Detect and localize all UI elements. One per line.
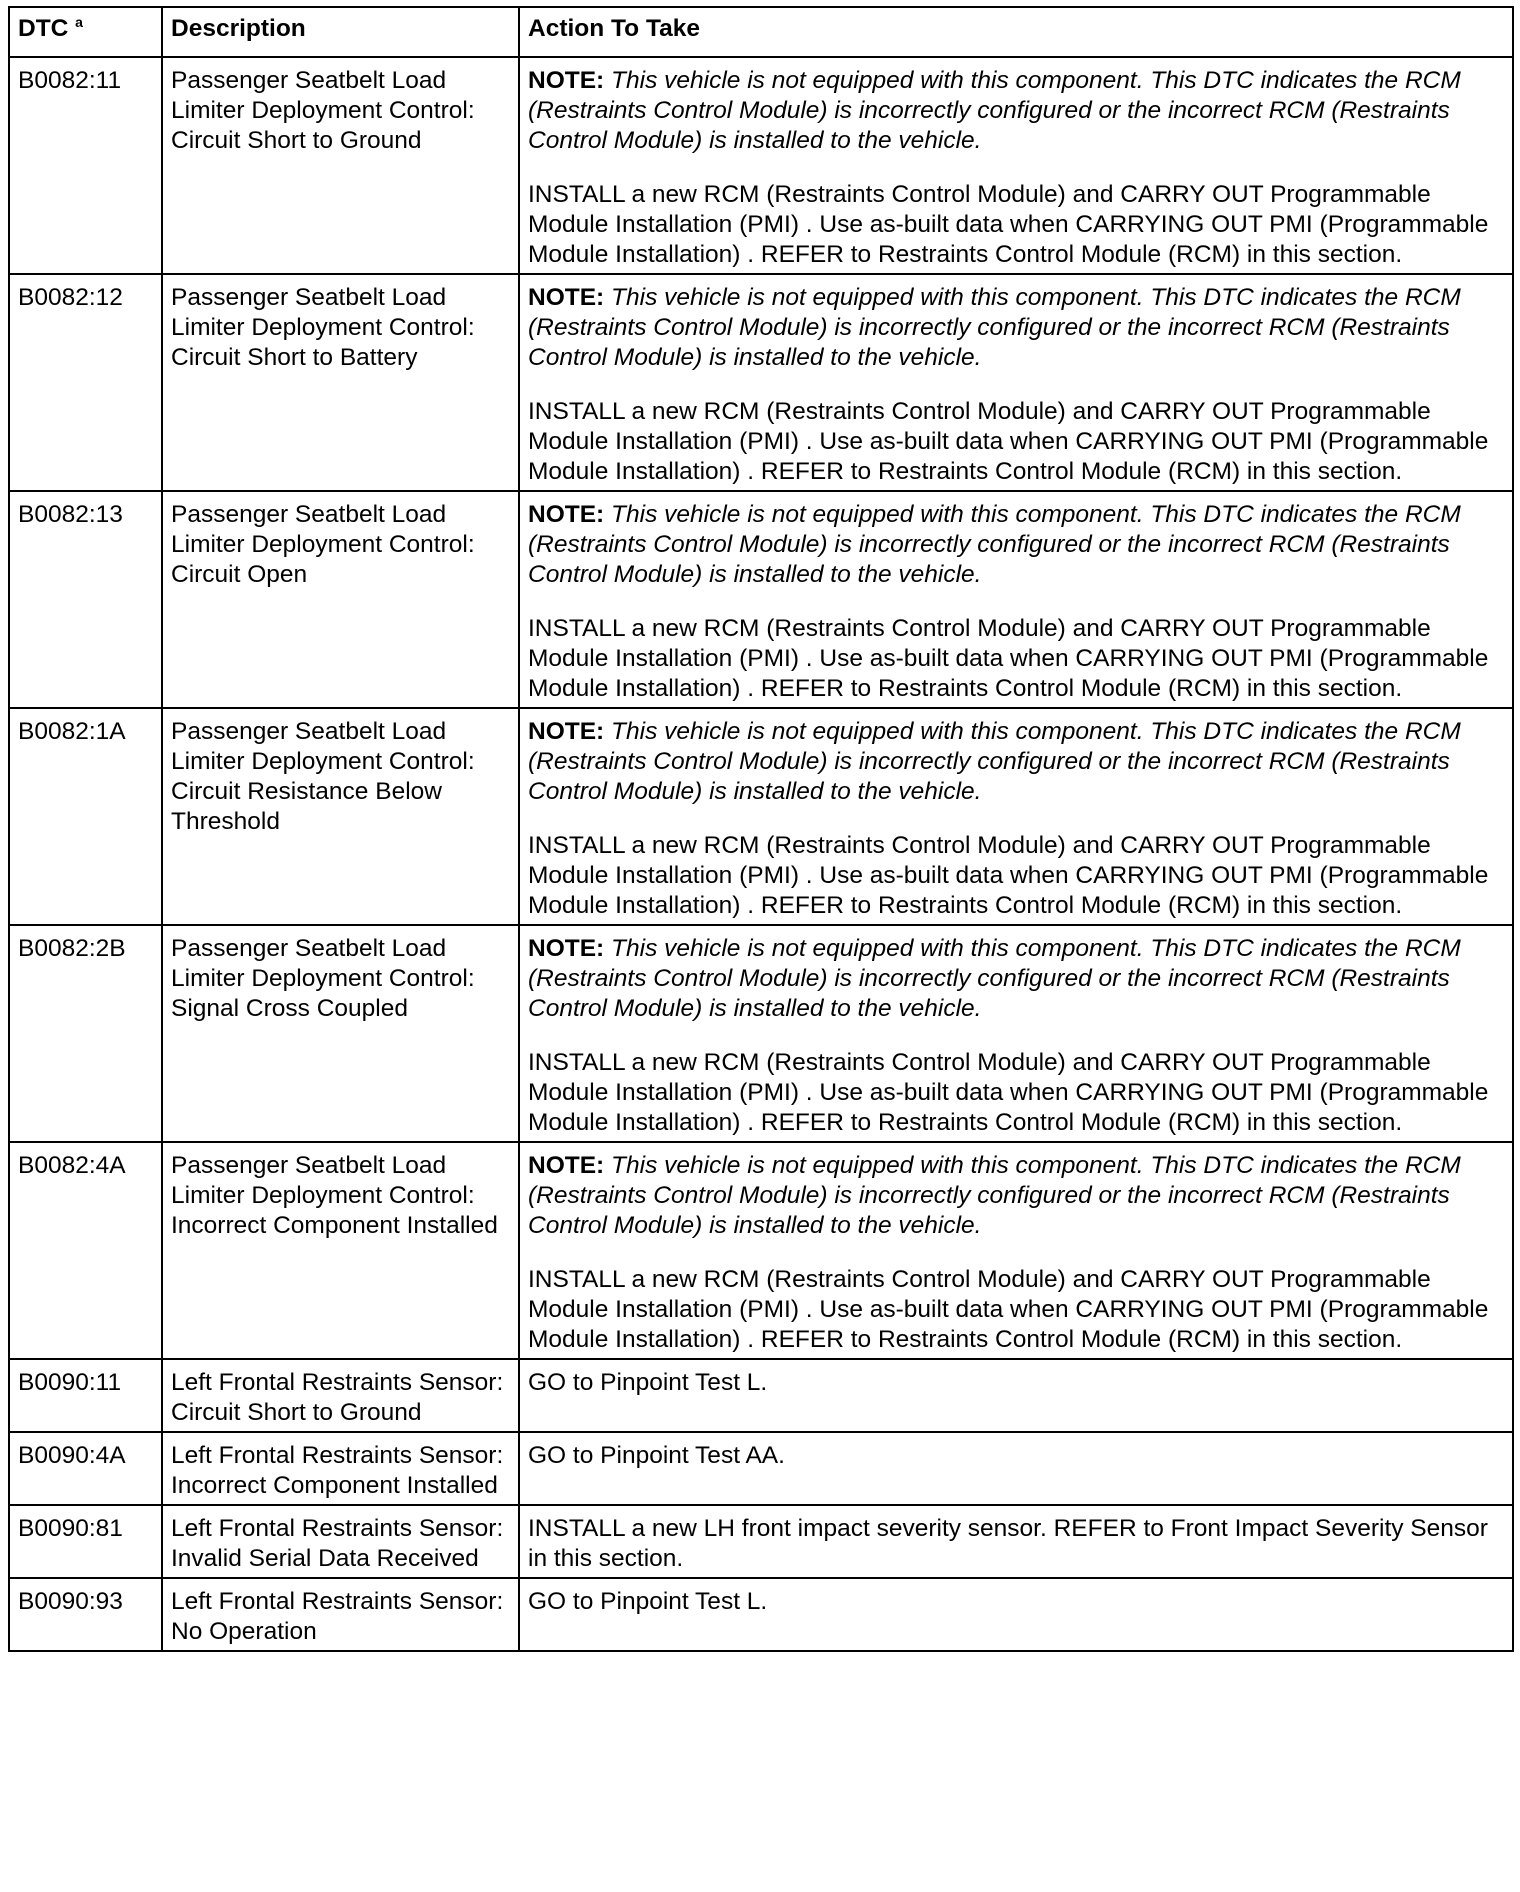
- note-text: This vehicle is not equipped with this component. This DTC indicates the RCM (Restraints Control Module) is incorrectly configured or the incorrect RCM (Restraints Control Module) is installed to the vehicle.: [528, 67, 1461, 154]
- note-label: NOTE:: [528, 718, 605, 745]
- note-paragraph: [528, 66, 1504, 156]
- action-text: GO to Pinpoint Test AA.: [528, 1442, 785, 1469]
- dtc-description: Passenger Seatbelt Load Limiter Deployment Control: Signal Cross Coupled: [162, 925, 519, 1142]
- dtc-description: Passenger Seatbelt Load Limiter Deployment Control: Incorrect Component Installed: [162, 1142, 519, 1359]
- table-row: [9, 1142, 1513, 1359]
- dtc-action: [519, 1142, 1513, 1359]
- dtc-code: B0082:2B: [9, 925, 162, 1142]
- note-paragraph: [528, 1151, 1504, 1241]
- note-text: This vehicle is not equipped with this component. This DTC indicates the RCM (Restraints Control Module) is incorrectly configured or the incorrect RCM (Restraints Control Module) is installed to the vehicle.: [528, 284, 1461, 371]
- dtc-code: B0082:1A: [9, 708, 162, 925]
- note-label: NOTE:: [528, 284, 605, 311]
- dtc-action: [519, 1432, 1513, 1505]
- table-row: [9, 1505, 1513, 1578]
- note-paragraph: [528, 934, 1504, 1024]
- note-text: This vehicle is not equipped with this component. This DTC indicates the RCM (Restraints Control Module) is incorrectly configured or the incorrect RCM (Restraints Control Module) is installed to the vehicle.: [528, 718, 1461, 805]
- header-dtc-label: DTC: [18, 15, 69, 42]
- note-label: NOTE:: [528, 935, 605, 962]
- dtc-action: [519, 1359, 1513, 1432]
- dtc-description: Left Frontal Restraints Sensor: No Operation: [162, 1578, 519, 1651]
- header-description: Description: [162, 7, 519, 57]
- dtc-code: B0082:11: [9, 57, 162, 274]
- dtc-action: [519, 57, 1513, 274]
- table-row: [9, 1359, 1513, 1432]
- dtc-table: [8, 6, 1514, 1652]
- dtc-code: B0082:12: [9, 274, 162, 491]
- table-row: [9, 708, 1513, 925]
- dtc-description: Left Frontal Restraints Sensor: Circuit Short to Ground: [162, 1359, 519, 1432]
- action-text: GO to Pinpoint Test L.: [528, 1369, 768, 1396]
- action-text: INSTALL a new RCM (Restraints Control Module) and CARRY OUT Programmable Module Installation (PMI) . Use as-built data when CARRYING OUT PMI (Programmable Module Installation) . REFER to Restraints Control Module (RCM) in this section.: [528, 615, 1489, 702]
- note-label: NOTE:: [528, 1152, 605, 1179]
- table-header-row: [9, 7, 1513, 57]
- action-text: INSTALL a new RCM (Restraints Control Module) and CARRY OUT Programmable Module Installation (PMI) . Use as-built data when CARRYING OUT PMI (Programmable Module Installation) . REFER to Restraints Control Module (RCM) in this section.: [528, 181, 1489, 268]
- note-text: This vehicle is not equipped with this component. This DTC indicates the RCM (Restraints Control Module) is incorrectly configured or the incorrect RCM (Restraints Control Module) is installed to the vehicle.: [528, 501, 1461, 588]
- dtc-action: [519, 925, 1513, 1142]
- table-row: [9, 1432, 1513, 1505]
- dtc-description: Passenger Seatbelt Load Limiter Deployment Control: Circuit Resistance Below Threshold: [162, 708, 519, 925]
- dtc-code: B0090:93: [9, 1578, 162, 1651]
- dtc-code: B0090:81: [9, 1505, 162, 1578]
- table-row: [9, 274, 1513, 491]
- dtc-code: B0082:4A: [9, 1142, 162, 1359]
- dtc-description: Passenger Seatbelt Load Limiter Deployment Control: Circuit Open: [162, 491, 519, 708]
- dtc-action: [519, 274, 1513, 491]
- header-action: Action To Take: [519, 7, 1513, 57]
- dtc-action: [519, 1578, 1513, 1651]
- table-row: [9, 1578, 1513, 1651]
- dtc-action: [519, 1505, 1513, 1578]
- note-label: NOTE:: [528, 67, 605, 94]
- dtc-code: B0090:4A: [9, 1432, 162, 1505]
- note-text: This vehicle is not equipped with this component. This DTC indicates the RCM (Restraints Control Module) is incorrectly configured or the incorrect RCM (Restraints Control Module) is installed to the vehicle.: [528, 1152, 1461, 1239]
- note-paragraph: [528, 717, 1504, 807]
- action-text: INSTALL a new RCM (Restraints Control Module) and CARRY OUT Programmable Module Installation (PMI) . Use as-built data when CARRYING OUT PMI (Programmable Module Installation) . REFER to Restraints Control Module (RCM) in this section.: [528, 398, 1489, 485]
- dtc-description: Left Frontal Restraints Sensor: Invalid Serial Data Received: [162, 1505, 519, 1578]
- dtc-description: Passenger Seatbelt Load Limiter Deployment Control: Circuit Short to Battery: [162, 274, 519, 491]
- action-text: INSTALL a new LH front impact severity sensor. REFER to Front Impact Severity Sensor in this section.: [528, 1515, 1488, 1572]
- dtc-description: Left Frontal Restraints Sensor: Incorrect Component Installed: [162, 1432, 519, 1505]
- header-dtc-footnote: a: [75, 13, 83, 30]
- action-text: INSTALL a new RCM (Restraints Control Module) and CARRY OUT Programmable Module Installation (PMI) . Use as-built data when CARRYING OUT PMI (Programmable Module Installation) . REFER to Restraints Control Module (RCM) in this section.: [528, 832, 1489, 919]
- dtc-action: [519, 708, 1513, 925]
- dtc-code: B0090:11: [9, 1359, 162, 1432]
- note-label: NOTE:: [528, 501, 605, 528]
- note-paragraph: [528, 500, 1504, 590]
- dtc-code: B0082:13: [9, 491, 162, 708]
- action-text: GO to Pinpoint Test L.: [528, 1588, 768, 1615]
- note-text: This vehicle is not equipped with this component. This DTC indicates the RCM (Restraints Control Module) is incorrectly configured or the incorrect RCM (Restraints Control Module) is installed to the vehicle.: [528, 935, 1461, 1022]
- action-text: INSTALL a new RCM (Restraints Control Module) and CARRY OUT Programmable Module Installation (PMI) . Use as-built data when CARRYING OUT PMI (Programmable Module Installation) . REFER to Restraints Control Module (RCM) in this section.: [528, 1049, 1489, 1136]
- action-text: INSTALL a new RCM (Restraints Control Module) and CARRY OUT Programmable Module Installation (PMI) . Use as-built data when CARRYING OUT PMI (Programmable Module Installation) . REFER to Restraints Control Module (RCM) in this section.: [528, 1266, 1489, 1353]
- header-dtc: [9, 7, 162, 57]
- dtc-action: [519, 491, 1513, 708]
- dtc-description: Passenger Seatbelt Load Limiter Deployment Control: Circuit Short to Ground: [162, 57, 519, 274]
- table-row: [9, 57, 1513, 274]
- table-row: [9, 925, 1513, 1142]
- note-paragraph: [528, 283, 1504, 373]
- table-row: [9, 491, 1513, 708]
